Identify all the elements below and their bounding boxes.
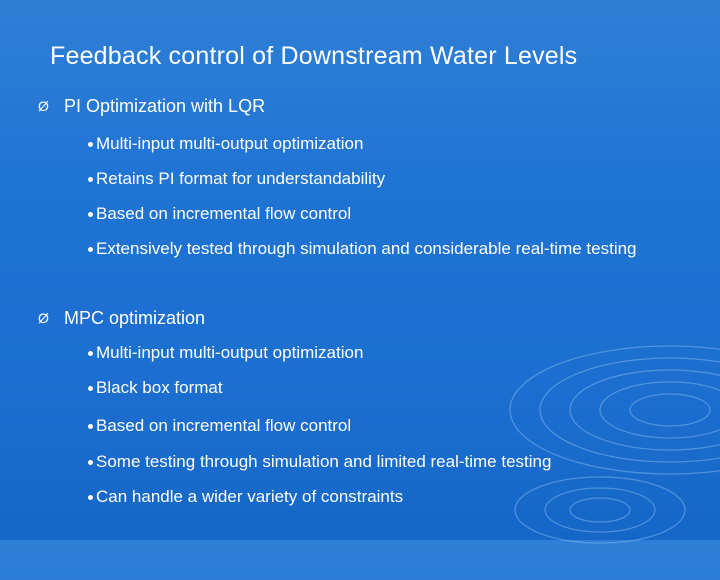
dot-bullet-icon — [88, 177, 93, 182]
slide-title: Feedback control of Downstream Water Levels — [50, 42, 578, 70]
bullet-text: Retains PI format for understandability — [96, 169, 386, 188]
bullet-item — [88, 371, 688, 405]
bullet-item — [88, 127, 688, 161]
dot-bullet-icon — [88, 351, 93, 356]
bullet-text: Some testing through simulation and limited real-time testing — [96, 452, 552, 471]
bullet-text: Based on incremental flow control — [96, 416, 352, 435]
bullet-text: Multi-input multi-output optimization — [96, 343, 364, 362]
bullet-item — [88, 232, 678, 266]
bullet-text: Can handle a wider variety of constraints — [96, 487, 404, 506]
dot-bullet-icon — [88, 247, 93, 252]
dot-bullet-icon — [88, 386, 93, 391]
section-heading: PI Optimization with LQR — [64, 96, 266, 116]
dot-bullet-icon — [88, 460, 93, 465]
bullet-text: Black box format — [96, 378, 223, 397]
bullet-item — [88, 445, 688, 479]
bullet-item — [88, 480, 688, 514]
section-heading: MPC optimization — [64, 308, 206, 328]
bullet-text: Extensively tested through simulation and considerable real-time testing — [96, 239, 637, 258]
arrow-bullet-icon: Ø — [38, 310, 49, 326]
bullet-item — [88, 162, 688, 196]
bullet-item — [88, 409, 688, 443]
dot-bullet-icon — [88, 212, 93, 217]
arrow-bullet-icon: Ø — [38, 98, 49, 114]
dot-bullet-icon — [88, 495, 93, 500]
dot-bullet-icon — [88, 424, 93, 429]
dot-bullet-icon — [88, 142, 93, 147]
bullet-item — [88, 336, 688, 370]
bullet-item — [88, 197, 688, 231]
bullet-text: Multi-input multi-output optimization — [96, 134, 364, 153]
bullet-text: Based on incremental flow control — [96, 204, 352, 223]
